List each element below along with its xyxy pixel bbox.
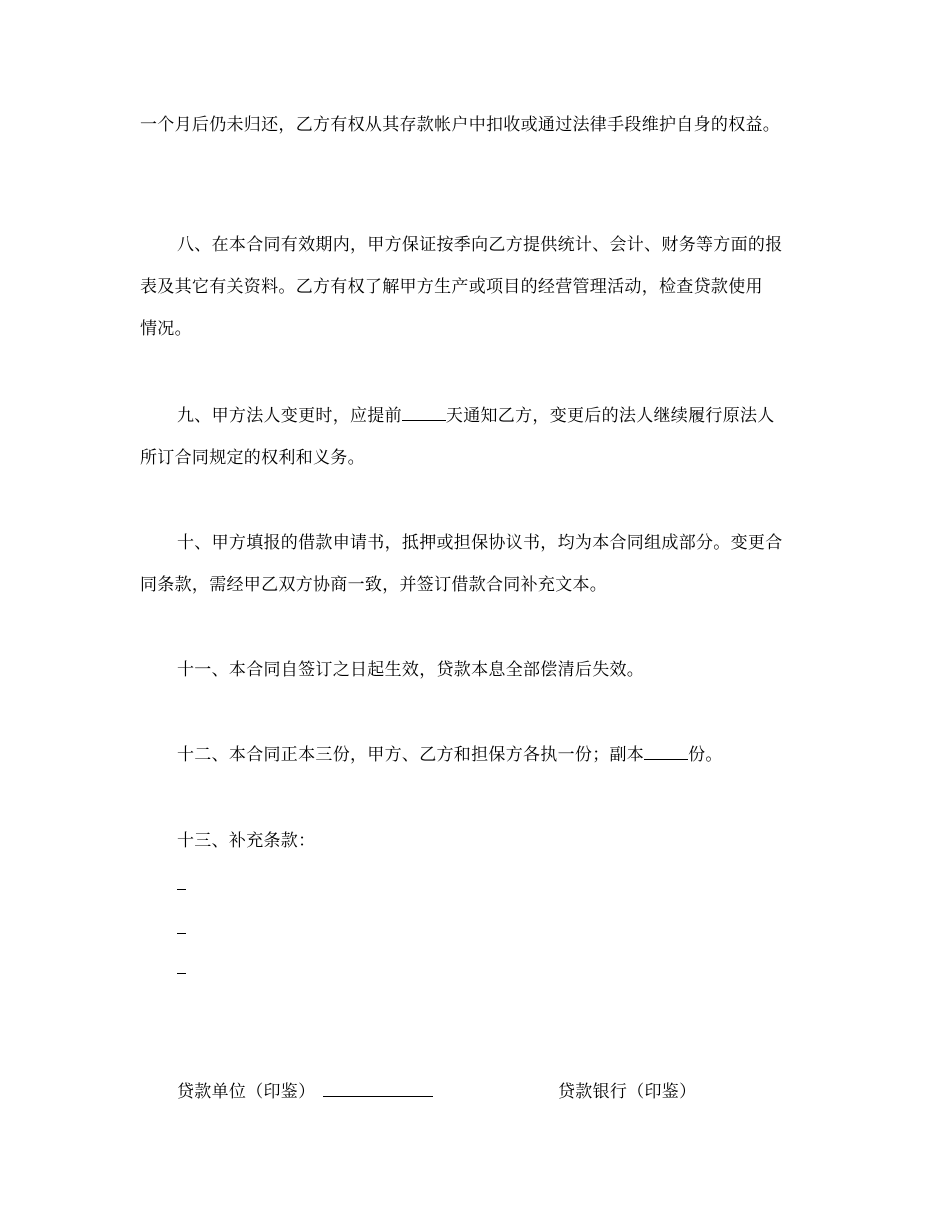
borrower-signature-label: 贷款单位（印鉴） bbox=[177, 1082, 316, 1102]
clause-9-text-b: 天通知乙方，变更后的法人继续履行原法人 bbox=[445, 406, 775, 426]
clause-10-line-1: 十、甲方填报的借款申请书，抵押或担保协议书，均为本合同组成部分。变更合 bbox=[177, 533, 783, 553]
clause-11: 十一、本合同自签订之日起生效，贷款本息全部偿清后失效。 bbox=[177, 660, 645, 680]
bank-signature bbox=[558, 1081, 696, 1103]
supplementary-blank-2 bbox=[177, 933, 186, 934]
clause-12-text-a: 十二、本合同正本三份，甲方、乙方和担保方各执一份；副本 bbox=[177, 745, 645, 765]
clause-12-text-b: 份。 bbox=[688, 745, 723, 765]
clause-9-line-1 bbox=[177, 405, 775, 427]
notice-days-blank bbox=[402, 405, 446, 421]
bank-signature-label: 贷款银行（印鉴） bbox=[558, 1082, 697, 1102]
clause-9-line-2: 所订合同规定的权利和义务。 bbox=[140, 448, 365, 468]
supplementary-blank-3 bbox=[177, 973, 186, 974]
clause-9-text-a: 九、甲方法人变更时，应提前 bbox=[177, 406, 402, 426]
copies-count-blank bbox=[644, 744, 688, 760]
supplementary-blank-1 bbox=[177, 889, 186, 890]
borrower-signature-blank bbox=[323, 1081, 433, 1097]
clause-8-line-2: 表及其它有关资料。乙方有权了解甲方生产或项目的经营管理活动，检查贷款使用 bbox=[140, 277, 763, 297]
clause-8-line-1: 八、在本合同有效期内，甲方保证按季向乙方提供统计、会计、财务等方面的报 bbox=[177, 235, 783, 255]
clause-12 bbox=[177, 744, 723, 766]
clause-10-line-2: 同条款，需经甲乙双方协商一致，并签订借款合同补充文本。 bbox=[140, 575, 608, 595]
paragraph-continuation: 一个月后仍未归还，乙方有权从其存款帐户中扣收或通过法律手段维护自身的权益。 bbox=[140, 115, 781, 135]
clause-8-line-3: 情况。 bbox=[140, 319, 192, 339]
borrower-signature bbox=[177, 1081, 433, 1103]
clause-13: 十三、补充条款： bbox=[177, 831, 316, 851]
